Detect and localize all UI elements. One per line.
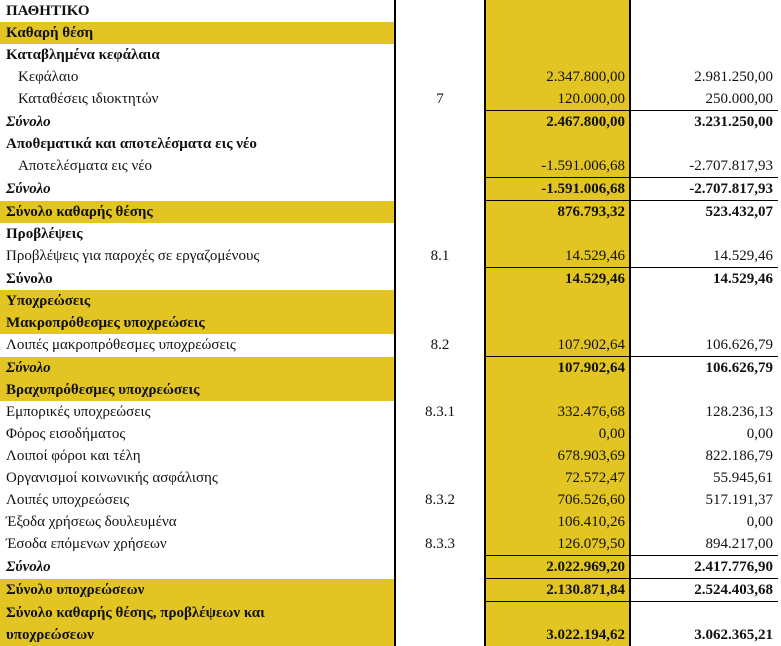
note-cell [395,511,485,533]
subgroup-header [0,312,778,334]
subgroup-header [0,223,778,245]
current-year-amount: 126.079,50 [485,533,630,556]
previous-year-amount: 523.432,07 [630,201,778,224]
current-year-amount: 678.903,69 [485,445,630,467]
previous-year-amount [630,379,778,401]
row-label [0,88,395,111]
row-label [0,290,395,312]
row-label [0,379,395,401]
row-label [0,111,395,134]
row-label-text: Εμπορικές υποχρεώσεις [6,401,394,423]
row-label-text: Λοιπές μακροπρόθεσμες υποχρεώσεις [6,334,394,356]
previous-year-amount: 894.217,00 [630,533,778,556]
row-label-text: Προβλέψεις [6,223,394,245]
table-row [0,489,778,511]
current-year-amount [485,22,630,44]
row-label [0,133,395,155]
row-label [0,556,395,579]
row-label [0,511,395,533]
row-label-text: Οργανισμοί κοινωνικής ασφάλισης [6,467,394,489]
row-label [0,489,395,511]
subgroup-header [0,379,778,401]
note-cell [395,379,485,401]
row-label-text: Λοιπές υποχρεώσεις [6,489,394,511]
current-year-amount: -1.591.006,68 [485,155,630,178]
current-year-amount: 876.793,32 [485,201,630,224]
row-label [0,178,395,201]
current-year-amount [485,133,630,155]
subgroup-header [0,133,778,155]
row-label [0,533,395,556]
current-year-amount: -1.591.006,68 [485,178,630,201]
note-cell: 8.1 [395,245,485,268]
row-label [0,334,395,357]
note-cell [395,579,485,602]
current-year-amount: 14.529,46 [485,245,630,268]
note-cell [395,44,485,66]
subtotal-row [0,178,778,201]
row-label-text: Σύνολο [6,556,394,578]
current-year-amount: 332.476,68 [485,401,630,423]
table-row [0,423,778,445]
note-cell: 8.3.2 [395,489,485,511]
group-header [0,290,778,312]
table-row [0,88,778,111]
current-year-amount [485,44,630,66]
note-cell [395,290,485,312]
note-cell [395,268,485,291]
previous-year-amount: 106.626,79 [630,334,778,357]
row-label-text: ΠΑΘΗΤΙΚΟ [6,0,394,22]
previous-year-amount [630,133,778,155]
note-cell [395,223,485,245]
table-row [0,155,778,178]
current-year-amount: 106.410,26 [485,511,630,533]
current-year-amount [485,0,630,22]
row-label-text: Σύνολο [6,178,394,200]
row-label [0,0,395,22]
current-year-amount: 120.000,00 [485,88,630,111]
previous-year-amount: 2.417.776,90 [630,556,778,579]
row-label [0,201,395,224]
row-label [0,155,395,178]
grand-subtotal-row [0,201,778,224]
row-label-text: Προβλέψεις για παροχές σε εργαζομένους [6,245,394,267]
row-label-text: Φόρος εισοδήματος [6,423,394,445]
note-cell [395,556,485,579]
previous-year-amount: 3.062.365,21 [630,602,778,646]
previous-year-amount: 250.000,00 [630,88,778,111]
row-label-text: Σύνολο [6,357,394,379]
note-cell: 8.3.3 [395,533,485,556]
row-label-text: Σύνολο [6,268,394,290]
note-cell [395,22,485,44]
row-label-text: Έξοδα χρήσεως δουλευμένα [6,511,394,533]
grand-total-row [0,602,778,646]
table-row [0,66,778,88]
row-label-text: Αποτελέσματα εις νέο [18,155,394,177]
previous-year-amount: 128.236,13 [630,401,778,423]
table-row [0,533,778,556]
group-header [0,22,778,44]
previous-year-amount: -2.707.817,93 [630,178,778,201]
note-cell [395,66,485,88]
note-cell: 7 [395,88,485,111]
previous-year-amount: 0,00 [630,423,778,445]
row-label-text: Λοιποί φόροι και τέλη [6,445,394,467]
row-label [0,579,395,602]
current-year-amount: 2.467.800,00 [485,111,630,134]
table-row [0,245,778,268]
note-cell [395,0,485,22]
note-cell [395,602,485,646]
previous-year-amount: 14.529,46 [630,268,778,291]
note-cell [395,178,485,201]
note-cell [395,133,485,155]
row-label [0,602,395,646]
section-title [0,0,778,22]
note-cell [395,467,485,489]
row-label-text: Βραχυπρόθεσμες υποχρεώσεις [6,379,394,401]
row-label-text: Σύνολο υποχρεώσεων [6,579,394,601]
current-year-amount: 0,00 [485,423,630,445]
previous-year-amount: 2.524.403,68 [630,579,778,602]
row-label-text: Αποθεματικά και αποτελέσματα εις νέο [6,133,394,155]
table-row [0,445,778,467]
row-label [0,66,395,88]
note-cell [395,312,485,334]
note-cell [395,357,485,380]
row-label-text: Καταθέσεις ιδιοκτητών [18,88,394,110]
note-cell: 8.3.1 [395,401,485,423]
previous-year-amount: 3.231.250,00 [630,111,778,134]
current-year-amount [485,223,630,245]
current-year-amount [485,290,630,312]
previous-year-amount [630,312,778,334]
current-year-amount: 14.529,46 [485,268,630,291]
current-year-amount [485,379,630,401]
row-label-text: Σύνολο [6,111,394,133]
current-year-amount: 706.526,60 [485,489,630,511]
row-label [0,423,395,445]
row-label-text: Κεφάλαιο [18,66,394,88]
row-label-text: Σύνολο καθαρής θέσης [6,201,394,223]
row-label-text: Καταβλημένα κεφάλαια [6,44,394,66]
previous-year-amount: 0,00 [630,511,778,533]
row-label [0,44,395,66]
current-year-amount: 3.022.194,62 [485,602,630,646]
note-cell [395,111,485,134]
note-cell [395,155,485,178]
current-year-amount: 72.572,47 [485,467,630,489]
subtotal-row [0,556,778,579]
row-label [0,401,395,423]
current-year-amount: 107.902,64 [485,334,630,357]
current-year-amount: 2.130.871,84 [485,579,630,602]
subtotal-row [0,268,778,291]
previous-year-amount: 14.529,46 [630,245,778,268]
current-year-amount [485,312,630,334]
previous-year-amount: 2.981.250,00 [630,66,778,88]
note-cell [395,445,485,467]
table-row [0,467,778,489]
table-row [0,511,778,533]
row-label [0,245,395,268]
previous-year-amount [630,223,778,245]
current-year-amount: 2.022.969,20 [485,556,630,579]
subtotal-row [0,111,778,134]
row-label [0,445,395,467]
note-cell [395,201,485,224]
row-label [0,22,395,44]
previous-year-amount: -2.707.817,93 [630,155,778,178]
previous-year-amount: 106.626,79 [630,357,778,380]
previous-year-amount: 517.191,37 [630,489,778,511]
row-label-text: Υποχρεώσεις [6,290,394,312]
previous-year-amount [630,22,778,44]
previous-year-amount [630,290,778,312]
row-label-text-line2: υποχρεώσεων [6,624,394,646]
row-label [0,357,395,380]
row-label [0,223,395,245]
row-label-text: Μακροπρόθεσμες υποχρεώσεις [6,312,394,334]
row-label-text: Σύνολο καθαρής θέσης, προβλέψεων και [6,602,394,624]
previous-year-amount: 55.945,61 [630,467,778,489]
previous-year-amount [630,44,778,66]
row-label-text: Καθαρή θέση [6,22,394,44]
table-row [0,401,778,423]
note-cell: 8.2 [395,334,485,357]
row-label [0,467,395,489]
row-label-text: Έσοδα επόμενων χρήσεων [6,533,394,555]
subgroup-header [0,44,778,66]
previous-year-amount: 822.186,79 [630,445,778,467]
previous-year-amount [630,0,778,22]
subtotal-row [0,357,778,380]
current-year-amount: 2.347.800,00 [485,66,630,88]
current-year-amount: 107.902,64 [485,357,630,380]
row-label [0,312,395,334]
table-row [0,334,778,357]
row-label [0,268,395,291]
total-liabilities-row [0,579,778,602]
note-cell [395,423,485,445]
